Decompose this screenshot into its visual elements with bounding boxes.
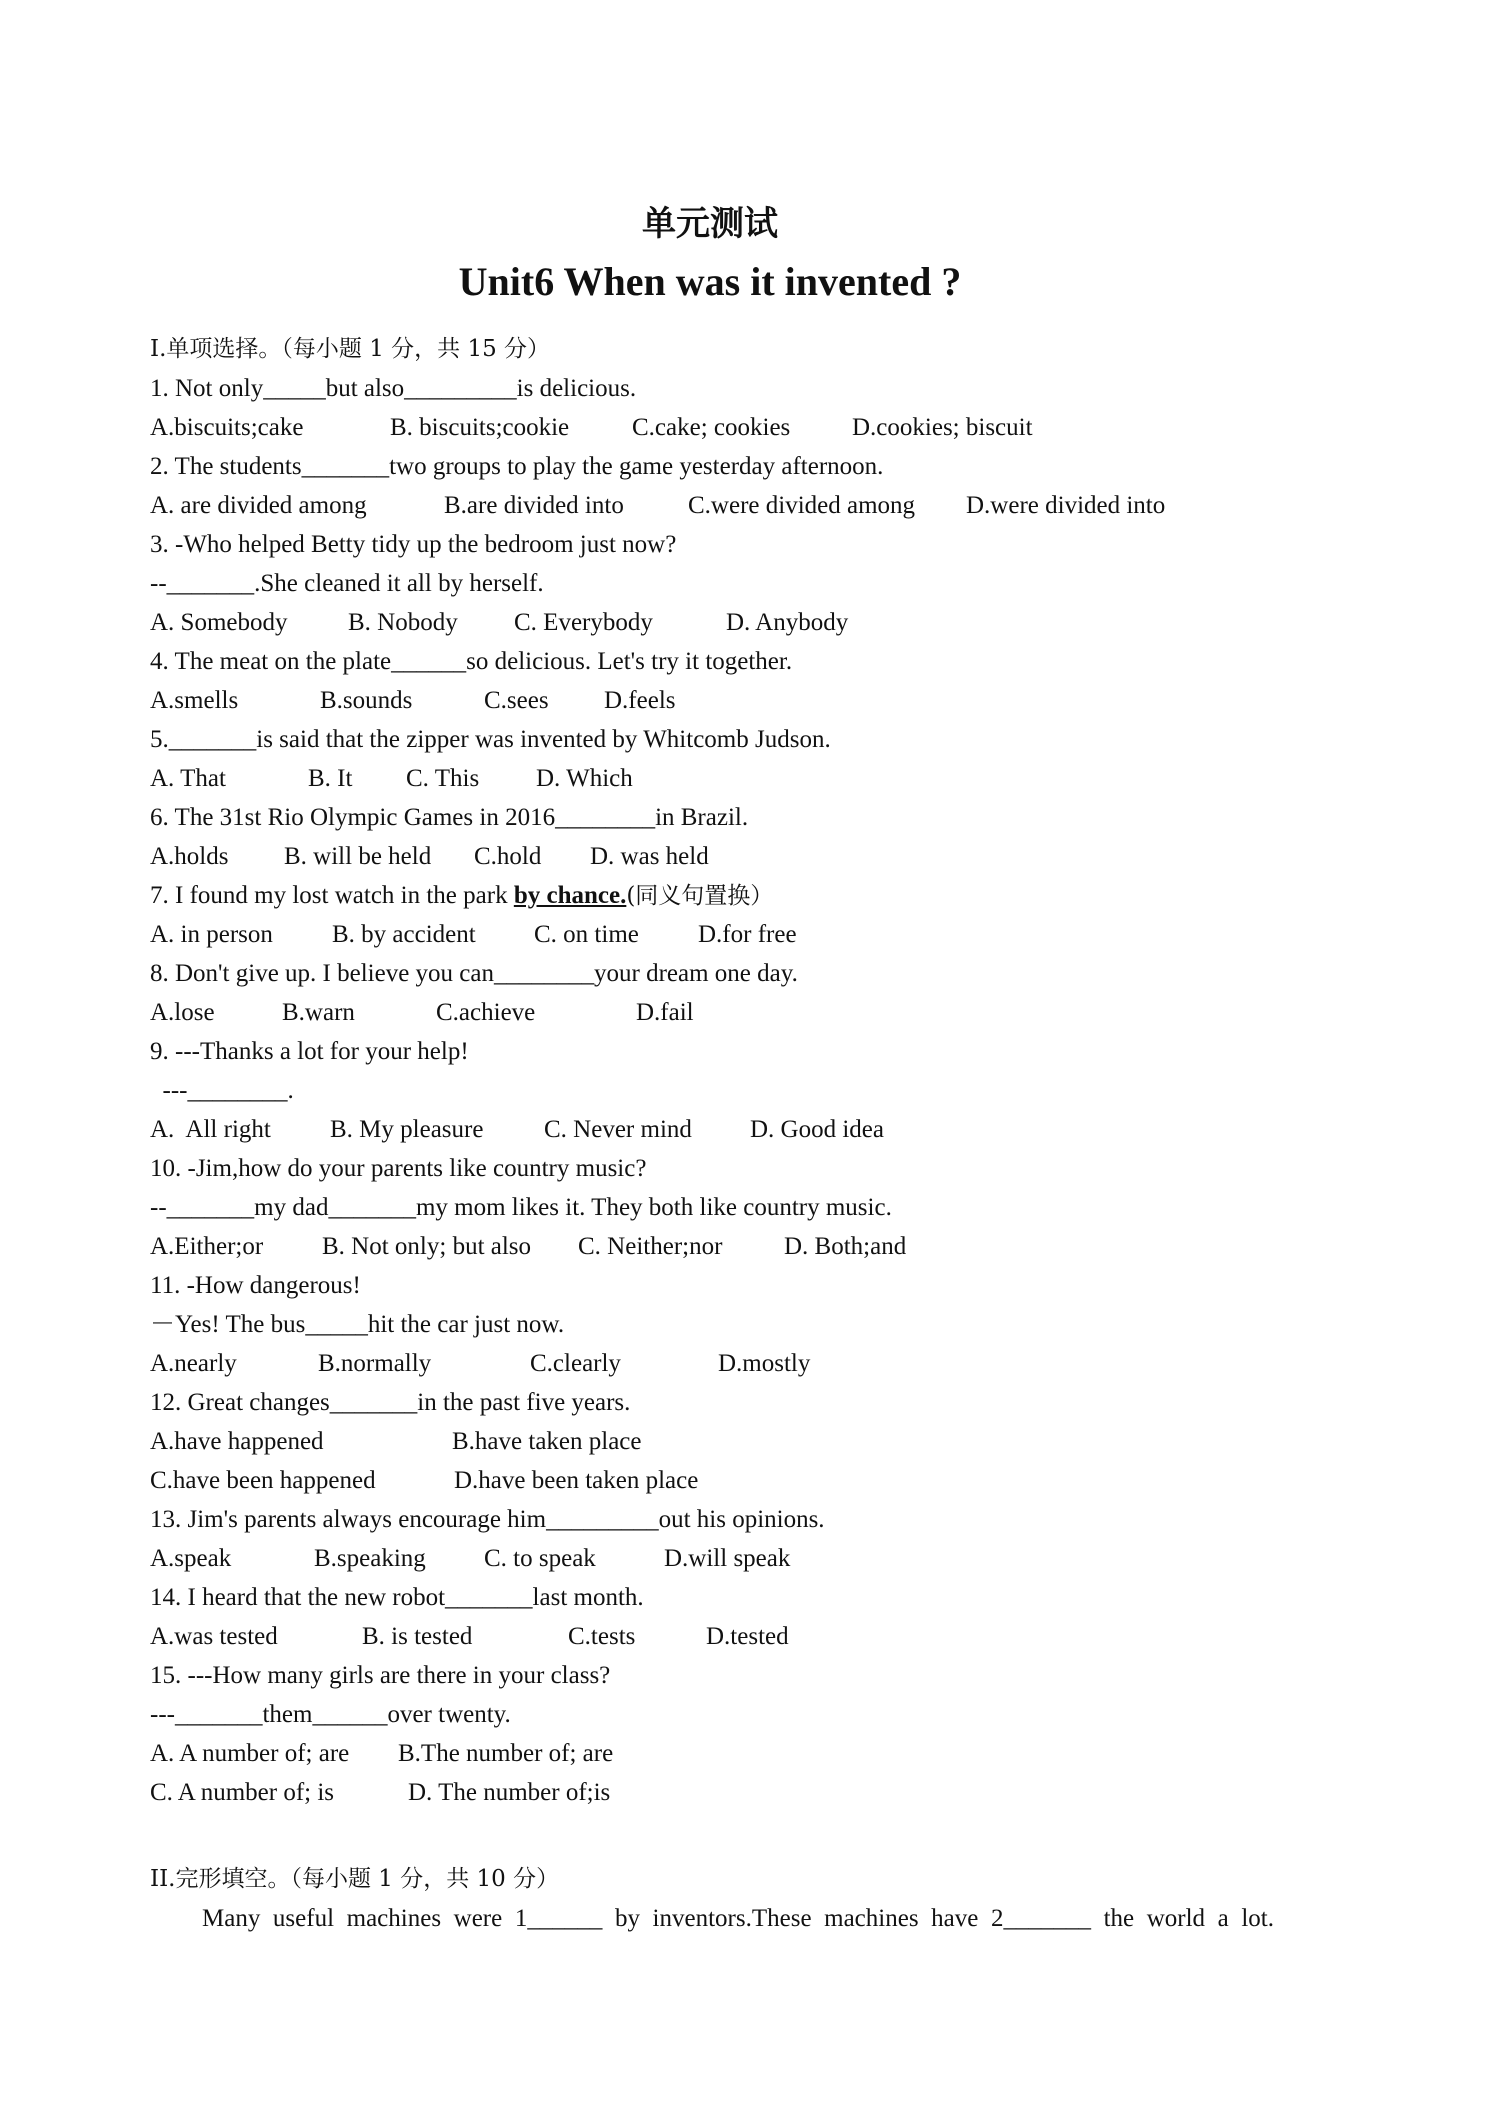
- q2-option-d: D.were divided into: [966, 492, 1166, 519]
- q10-stem: 10. -Jim,how do your parents like country music?: [150, 1155, 647, 1182]
- q12-option-c: C.have been happened: [150, 1467, 376, 1494]
- q8-options: [150, 998, 694, 1028]
- q11-stem-reply: －Yes! The bus_____hit the car just now.: [150, 1311, 565, 1338]
- q12-option-a: A.have happened: [150, 1428, 324, 1455]
- q15-stem: 15. ---How many girls are there in your class?: [150, 1662, 611, 1689]
- q8-stem: 8. Don't give up. I believe you can________your dream one day.: [150, 960, 798, 987]
- q11-option-a: A.nearly: [150, 1350, 237, 1377]
- q2-option-b: B.are divided into: [444, 492, 624, 519]
- q6-option-c: C.hold: [474, 843, 542, 870]
- q4-option-d: D.feels: [604, 687, 676, 714]
- q15-option-b: B.The number of; are: [398, 1740, 614, 1767]
- q12-options-cd: [150, 1466, 699, 1496]
- q1-stem: 1. Not only_____but also_________is delicious.: [150, 375, 637, 402]
- q8-option-d: D.fail: [636, 999, 694, 1026]
- section2-heading: II.完形填空。（每小题 1 分，共 10 分）: [150, 1866, 560, 1892]
- q13-option-d: D.will speak: [664, 1545, 791, 1572]
- q12-stem: 12. Great changes_______in the past five years.: [150, 1389, 631, 1416]
- q10-option-a: A.Either;or: [150, 1233, 264, 1260]
- q4-options: [150, 686, 676, 716]
- q4-option-a: A.smells: [150, 687, 239, 714]
- q6-option-a: A.holds: [150, 843, 229, 870]
- q3-option-a: A. Somebody: [150, 609, 288, 636]
- q13-option-b: B.speaking: [314, 1545, 426, 1572]
- q9-option-a: A. All right: [150, 1116, 271, 1143]
- section1-heading: I.单项选择。（每小题 1 分，共 15 分）: [150, 336, 551, 362]
- q13-options: [150, 1544, 791, 1574]
- q9-option-d: D. Good idea: [750, 1116, 884, 1143]
- q10-stem-reply: --_______my dad_______my mom likes it. They both like country music.: [150, 1194, 892, 1221]
- q5-option-d: D. Which: [536, 765, 633, 792]
- q5-option-c: C. This: [406, 765, 480, 792]
- q3-stem: 3. -Who helped Betty tidy up the bedroom just now?: [150, 531, 677, 558]
- q7-stem-note: (同义句置换）: [626, 883, 774, 909]
- q5-options: [150, 764, 633, 794]
- cloze-paragraph: Many useful machines were 1______ by inventors.These machines have 2_______ the world a lot.: [202, 1905, 1274, 1932]
- q5-option-a: A. That: [150, 765, 226, 792]
- q5-option-b: B. It: [308, 765, 353, 792]
- q14-options: [150, 1622, 789, 1652]
- q14-option-c: C.tests: [568, 1623, 636, 1650]
- q12-option-d: D.have been taken place: [454, 1467, 699, 1494]
- q13-option-a: A.speak: [150, 1545, 232, 1572]
- q1-option-c: C.cake; cookies: [632, 414, 791, 441]
- q11-stem: 11. -How dangerous!: [150, 1272, 361, 1299]
- q13-stem: 13. Jim's parents always encourage him_________out his opinions.: [150, 1506, 825, 1533]
- q12-option-b: B.have taken place: [452, 1428, 642, 1455]
- q3-option-d: D. Anybody: [726, 609, 849, 636]
- q5-stem: 5._______is said that the zipper was invented by Whitcomb Judson.: [150, 726, 831, 753]
- q9-stem-reply: ---________.: [150, 1077, 294, 1104]
- q1-options: [150, 413, 1033, 443]
- q1-option-b: B. biscuits;cookie: [390, 414, 570, 441]
- q4-stem: 4. The meat on the plate______so delicious. Let's try it together.: [150, 648, 793, 675]
- q14-option-b: B. is tested: [362, 1623, 473, 1650]
- q15-option-d: D. The number of;is: [408, 1779, 611, 1806]
- q14-stem: 14. I heard that the new robot_______last month.: [150, 1584, 644, 1611]
- q7-stem: [150, 881, 773, 911]
- q6-option-b: B. will be held: [284, 843, 432, 870]
- q2-stem: 2. The students_______two groups to play the game yesterday afternoon.: [150, 453, 884, 480]
- page-title-chinese: 单元测试: [642, 204, 778, 244]
- q8-option-b: B.warn: [282, 999, 355, 1026]
- q11-option-d: D.mostly: [718, 1350, 811, 1377]
- page-title-english: Unit6 When was it invented ?: [458, 259, 962, 304]
- q7-option-d: D.for free: [698, 921, 797, 948]
- q10-options: [150, 1232, 907, 1262]
- q1-option-a: A.biscuits;cake: [150, 414, 304, 441]
- q11-option-b: B.normally: [318, 1350, 432, 1377]
- q4-option-c: C.sees: [484, 687, 549, 714]
- q15-option-a: A. A number of; are: [150, 1740, 350, 1767]
- q2-option-c: C.were divided among: [688, 492, 916, 519]
- q9-option-b: B. My pleasure: [330, 1116, 484, 1143]
- q15-options-cd: [150, 1778, 611, 1808]
- q14-option-d: D.tested: [706, 1623, 789, 1650]
- q10-option-d: D. Both;and: [784, 1233, 907, 1260]
- q2-option-a: A. are divided among: [150, 492, 367, 519]
- q6-option-d: D. was held: [590, 843, 709, 870]
- q12-options-ab: [150, 1427, 642, 1457]
- q8-option-a: A.lose: [150, 999, 215, 1026]
- q9-options: [150, 1115, 884, 1145]
- q14-option-a: A.was tested: [150, 1623, 278, 1650]
- q10-option-b: B. Not only; but also: [322, 1233, 532, 1260]
- q3-options: [150, 608, 849, 638]
- q3-option-b: B. Nobody: [348, 609, 458, 636]
- q11-option-c: C.clearly: [530, 1350, 621, 1377]
- q8-option-c: C.achieve: [436, 999, 536, 1026]
- q15-stem-reply: ---_______them______over twenty.: [150, 1701, 511, 1728]
- q7-stem-underlined: by chance.: [513, 882, 627, 909]
- q7-options: [150, 920, 797, 950]
- q7-stem-text: 7. I found my lost watch in the park: [150, 882, 514, 909]
- q9-option-c: C. Never mind: [544, 1116, 692, 1143]
- q15-option-c: C. A number of; is: [150, 1779, 335, 1806]
- q6-stem: 6. The 31st Rio Olympic Games in 2016________in Brazil.: [150, 804, 749, 831]
- q2-options: [150, 491, 1166, 521]
- q9-stem: 9. ---Thanks a lot for your help!: [150, 1038, 469, 1065]
- q3-stem-reply: --_______.She cleaned it all by herself.: [150, 570, 544, 597]
- q11-options: [150, 1349, 811, 1379]
- q10-option-c: C. Neither;nor: [578, 1233, 723, 1260]
- q3-option-c: C. Everybody: [514, 609, 653, 636]
- q7-option-b: B. by accident: [332, 921, 476, 948]
- q7-option-c: C. on time: [534, 921, 639, 948]
- q4-option-b: B.sounds: [320, 687, 413, 714]
- q1-option-d: D.cookies; biscuit: [852, 414, 1033, 441]
- q13-option-c: C. to speak: [484, 1545, 596, 1572]
- q15-options-ab: [150, 1739, 614, 1769]
- q6-options: [150, 842, 709, 872]
- q7-option-a: A. in person: [150, 921, 273, 948]
